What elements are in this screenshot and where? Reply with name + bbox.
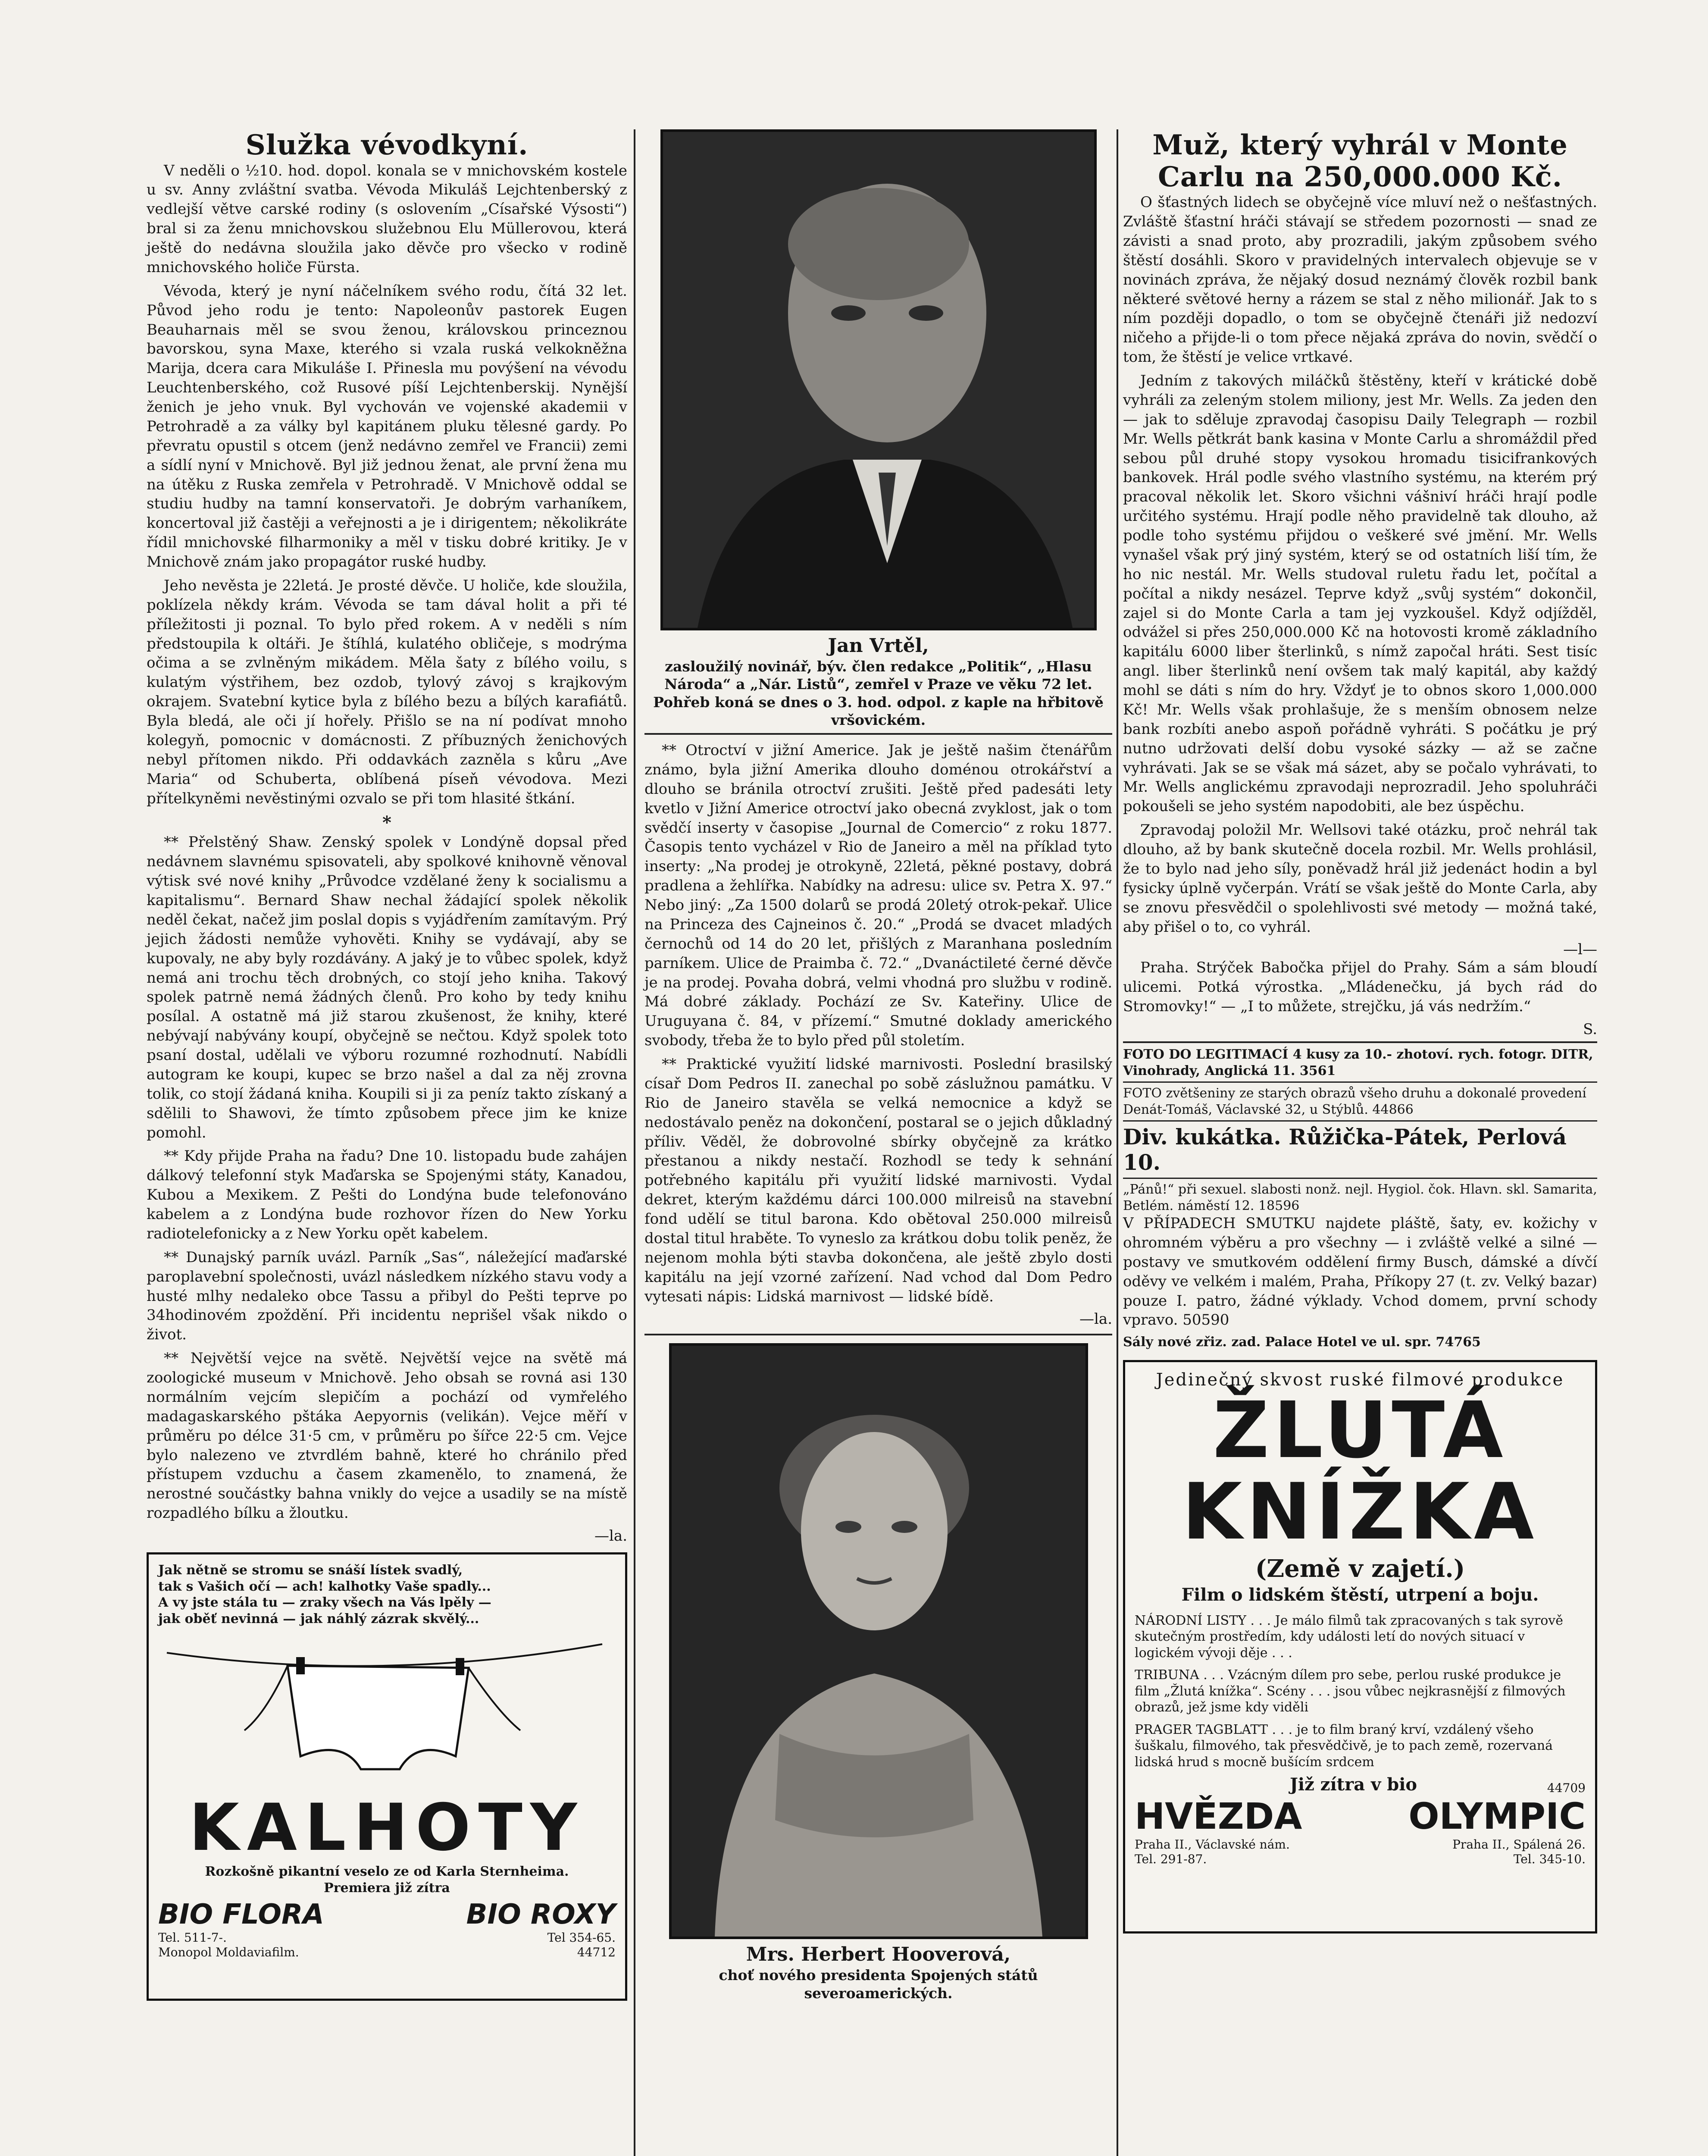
cinema-name: HVĚZDA xyxy=(1135,1795,1302,1838)
divider xyxy=(1123,1178,1597,1179)
cinema-name: BIO ROXY xyxy=(466,1899,616,1931)
film-title-line: ŽLUTÁ xyxy=(1213,1385,1508,1476)
ad-intro: Jedinečný skvost ruské filmové produkce xyxy=(1156,1369,1564,1390)
article-paragraph: V neděli o ½10. hod. dopol. konala se v mnichovském kostele u sv. Anny zvláštní svatba. Vévoda Mikuláš Lejchtenberský z vedlejší větve carské rodiny (s oslovením „Císařské Výsosti“) bral si za ženu mnichovskou služebnou Elu Müllerovou, která ještě do nedávna sloužila jako děvče pro všecko v rodině mnichovského holiče Fürsta. xyxy=(147,162,627,276)
article-paragraph: O šťastných lidech se obyčejně více mluví než o nešťastných. Zvláště šťastní hráči stávají se středem pozornosti — snad ze závisti a snad proto, aby prozradili, jakým způsobem svého štěstí dosáhli. Skoro v pravidelných intervalech objevuje se v novinách zpráva, že nějaký dosud neznámý člověk rozbil bank některé světové herny a rázem se stal z něho milionář. Jak to s ním později dopadlo, o tom se obyčejně čtenáři již nedozví ničeho a přijde-li o tom přece nějaká zpráva do novin, svědčí o tom, že štěstí je velice vrtkavé. xyxy=(1123,194,1597,366)
article-paragraph: Jeho nevěsta je 22letá. Je prosté děvče. U holiče, kde sloužila, poklízela někdy krám. Vévoda se tam dával holit a při té příležitosti ji poznal. To bylo před rokem. A v neděli s ním předstoupila k oltáři. Je štíhlá, kulatého obličeje, s modrýma očima a se zvlněným mikádem. Měla šaty z bílého voilu, s kulatým výstřihem, bez ozdob, tylový závoj s krajkovým okrajem. Svatební kytice byla z bílého bezu a bílých karafiátů. Byla bledá, ale oči jí hořely. Přišlo se na ní podívat mnoho kolegyň, pomocnic v domácnosti. Z příbuzných ženichových nebyl přítomen nikdo. Při oddavkách zazněla s kůru „Ave Maria“ od Schuberta, oblíbená píseň vévodova. Mezi přítelkyněmi nevěstinými ozvalo se při tom hlasité štkání. xyxy=(147,577,627,807)
author-signature: —la. xyxy=(594,1527,627,1545)
ad-premiere: Premiera již zítra xyxy=(324,1880,450,1896)
cinema-name: OLYMPIC xyxy=(1408,1795,1586,1838)
press-quote: NÁRODNÍ LISTY . . . Je málo filmů tak zpracovaných s tak syrově skutečným prostředím, kdy události letí do nových situací v logickém vývoji děje . . . xyxy=(1135,1613,1563,1661)
author-signature: S. xyxy=(1583,1021,1597,1038)
cinema-phone: Tel. 345-10. xyxy=(1513,1852,1586,1866)
short-news: ** Otroctví v jižní Americe. Jak je ještě našim čtenářům známo, byla jižní Amerika dlouho doménou otrokářství a dlouho se bránila otroctví zrušiti. Ještě před padesáti lety kvetlo v Jižní Americe otroctví jako obecná zvyklost, jak o tom svědčí inserty v časopise „Journal de Comercio“ z roku 1877. Časopis tento vycházel v Rio de Janeiro a měl na příklad tyto inserty: „Na prodej je otrokyně, 22letá, pěkné postavy, dobrá pradlena a žehlířka. Nabídky na adresu: ulice sv. Petra X. 97.“ Nebo jiný: „Za 1500 dolarů se prodá 20letý otrok-pekař. Ulice na Princeza des Cajneinos č. 20.“ „Prodá se dvacet mladých černochů od 14 do 20 let, přišlých z Maranhana posledním parníkem. Ulice de Praimba č. 72.“ „Dvanáctileté černé děvče je na prodej. Povaha dobrá, velmi vhodná pro službu v rodině. Má dobré základy. Pochází ze Sv. Kateřiny. Ulice de Uruguyana č. 84, v přízemí.“ Smutné doklady amerického svobody, třeba že to bylo před půl stoletím. xyxy=(644,742,1112,1050)
man-portrait-image xyxy=(663,132,1094,628)
ad-verse: tak s Vašich očí — ach! kalhotky Vaše spadly... xyxy=(158,1579,491,1594)
caption-name: Mrs. Herbert Hooverová, xyxy=(746,1943,1011,1966)
zluta-knizka-advert xyxy=(1123,1360,1597,1934)
cinema-phone: Tel 354-65. xyxy=(547,1930,616,1945)
caption-text: choť nového presidenta Spojených států severoamerických. xyxy=(719,1967,1038,2002)
ad-number: 44712 xyxy=(577,1945,616,1959)
divider xyxy=(1123,1120,1597,1122)
left-column xyxy=(147,129,627,2001)
portrait-photo-hoover xyxy=(669,1343,1088,1939)
column-rule xyxy=(1117,129,1118,2156)
ad-title: KALHOTY xyxy=(189,1790,585,1866)
article-paragraph: Jedním z takových miláčků štěstěny, kteří v krátické době vyhráli za zeleným stolem miliony, jest Mr. Wells. Za jeden den — jak to sděluje zpravodaj časopisu Daily Telegraph — rozbil Mr. Wells pětkrát bank kasina v Monte Carlu a shromáždil před sebou půl druhé stopy vysokou hromadu tisicifrankových bankovek. Hrál podle svého vlastního systému, na kterém prý pracoval několik let. Skoro všichni vášniví hráči hrají podle určitého systému. Hrají podle něho pravidelně tak dlouho, až podle toho systému přijdou o veškeré své jmění. Mr. Wells vynašel však prý jiný systém, který se od ostatních liší tím, že ho nic nestál. Mr. Wells studoval ruletu řadu let, počítal a počítal a nikdy nesázel. Teprve když „svůj systém“ dokončil, zajel si do Monte Carla a tam jej vyzkoušel. Když odjížděl, odvážel si přes 250,000.000 Kč na hotovosti kromě základního kapitálu 6000 liber šterlinků, s nímž započal hráti. Sest tisíc angl. liber šterlinků není ovšem tak malý kapitál, aby každý mohl se dáti s ním do hry. Vždyť je to obnos skoro 1,000.000 Kč! Mr. Wells však prohlašuje, že s menším obnosem nelze bank rozbíti anebo aspoň pořádně vyhráti. S počátku je prý nutno udržovati delší dobu vysoké sázky — až se začne vyhrávati. Jak se se však má sázet, aby se počalo vyhrávati, to Mr. Wells anglickému zpravodaji neprozradil. Jeho spoluhráči pokoušeli se jeho systém napodobiti, ale bez úspěchu. xyxy=(1123,372,1597,815)
short-news: ** Dunajský parník uvázl. Parník „Sas“, náležející maďarské paroplavební společnosti, uvázl následkem nízkého stavu vody a husté mlhy nedaleko obce Tassu a přibyl do Pešti teprve po 34hodinovém zpoždění. Při incidentu neprišel však nikdo o život. xyxy=(147,1248,627,1344)
caption-text: Pohřeb koná se dnes o 3. hod. odpol. z kaple na hřbitově vršovickém. xyxy=(653,693,1104,728)
portrait-photo-vrtel xyxy=(660,129,1097,630)
author-signature: —l— xyxy=(1563,941,1597,959)
short-news: ** Přelstěný Shaw. Zenský spolek v Londýně dopsal před nedávnem slavnému spisovateli, aby spolkové knihovně věnoval výtisk své nové knihy „Průvodce vzdělané ženy k socialismu a kapitalismu“. Bernard Shaw nechal žádající spolek několik neděl čekat, načež jim poslal dopis s vyjádřením zamítavým. Prý jejich žádosti nemůže vyhověti. Knihy se vydávají, aby se kupovaly, ne aby byly rozdávány. A jaký je to vůbec spolek, když nemá ani trochu těch drobných, co stojí jeho kniha. Takový spolek patrně nemá žádných členů. Pro koho by tedy knihu posílal. A ostatně má již starou zkušenost, že knihy, které nebývají nabývány koupí, obyčejně se nečtou. Když spolek toto psaní dostal, udělali ve výboru rozumné rozhodnutí. Nabídli autogram ke koupi, kupec se brzo našel a dal za něj zrovna tolik, co stojí žádaná kniha. Koupili si ji za peníz takto získaný a sdělili to Shawovi, že tímto způsobem přece jim ke knize pomohl. xyxy=(147,834,627,1141)
classified-ad: Sály nové zřiz. zad. Palace Hotel ve ul. spr. 74765 xyxy=(1123,1335,1481,1350)
photo-caption xyxy=(644,1943,1112,2002)
short-news: ** Největší vejce na světě. Největší vejce na světě má zoologické museum v Mnichově. Jeho obsah se rovná asi 130 normálním vejcím slepičím a pochází od vymřelého madagaskarského pštáka Aepyornis (velikán). Vejce měří v průměru po délce 31·5 cm, v průměru po šířce 22·5 cm. Vejce bylo nalezeno ve ztvrdlém bahně, které ho chránilo před přístupem vzduchu a časem zkamenělo, to znamená, že nerostné součástky bahna vnikly do vejce a usadily se na místě rozpadlého bílku a žloutku. xyxy=(147,1350,627,1522)
ad-number: 44709 xyxy=(1547,1780,1586,1795)
article-paragraph: Zpravodaj položil Mr. Wellsovi také otázku, proč nehrál tak dlouho, až by bank skutečně docela rozbil. Mr. Wells prohlásil, že to bylo nad jeho síly, poněvadž hrál již jedenáct hodin a byl fysicky úplně vyčerpán. Vrátí se však ještě do Monte Carla, aby se znovu přesvědčil o spolehlivosti své metody — možná také, aby přišel o to, co vyhrál. xyxy=(1123,821,1597,936)
middle-column xyxy=(644,129,1112,2006)
article-title: Služka vévodkyní. xyxy=(245,129,529,161)
humor-item: Praha. Strýček Babočka přijel do Prahy. Sám a sám bloudí ulicemi. Potká výrostka. „Mládenečku, já bych rád do Stromovky!“ — „I to můžete, strejčku, já vás nedržím.“ xyxy=(1123,959,1597,1015)
ad-verse: jak oběť nevinná — jak náhlý zázrak skvělý... xyxy=(158,1611,479,1626)
classified-ad: „Pánů!“ při sexuel. slabosti nonž. nejl. Hygiol. čok. Hlavn. skl. Samarita, Betlém. náměstí 12. 18596 xyxy=(1123,1182,1597,1213)
classified-ad: FOTO zvětšeniny ze starých obrazů všeho druhu a dokonalé provedení Denát-Tomáš, Václavské 32, u Stýblů. 44866 xyxy=(1123,1086,1586,1117)
classified-ad: Div. kukátka. Růžička-Pátek, Perlová 10. xyxy=(1123,1124,1567,1175)
hanging-underwear-illustration xyxy=(158,1627,611,1791)
short-news: ** Kdy přijde Praha na řadu? Dne 10. listopadu bude zahájen dálkový telefonní styk Maďarska se Spojenými státy, Kanadou, Kubou a Mexikem. Z Pešti do Londýna bude telefonováno kabelem a z Londýna bude rozhovor řízen do New Yorku radiotelefonicky a z New Yorku opět kabelem. xyxy=(147,1147,627,1242)
kalhoty-advert xyxy=(147,1552,627,2001)
right-column xyxy=(1123,129,1597,1934)
cinema-address: Praha II., Václavské nám. xyxy=(1135,1837,1290,1852)
caption-text: zasloužilý novinář, býv. člen redakce „Politik“, „Hlasu Národa“ a „Nár. Listů“, zemřel v Praze ve věku 72 let. xyxy=(664,658,1092,693)
photo-caption xyxy=(644,634,1112,729)
film-subtitle: (Země v zajetí.) xyxy=(1255,1554,1465,1583)
caption-name: Jan Vrtěl, xyxy=(828,635,929,657)
divider xyxy=(1123,1041,1597,1043)
ad-distributor: Monopol Moldaviafilm. xyxy=(158,1945,299,1959)
press-quote: TRIBUNA . . . Vzácným dílem pro sebe, perlou ruské produkce je film „Žlutá knížka“. Scény . . . jsou vůbec nejkrasnější z filmových obrazů, jež jsme kdy viděli xyxy=(1135,1667,1566,1715)
classified-ad: FOTO DO LEGITIMACÍ 4 kusy za 10.- zhotoví. rych. fotogr. DITR, Vinohrady, Anglická 11. 3561 xyxy=(1123,1047,1593,1078)
author-signature: —la. xyxy=(1079,1310,1112,1328)
cinema-address: Praha II., Spálená 26. xyxy=(1452,1837,1586,1852)
divider xyxy=(644,733,1112,735)
ad-verse: Jak nětně se stromu se snáší lístek svadlý, xyxy=(158,1563,463,1578)
ad-subtitle: Rozkošně pikantní veselo ze od Karla Sternheima. xyxy=(205,1864,569,1880)
divider xyxy=(644,1334,1112,1335)
press-quote: PRAGER TAGBLATT . . . je to film braný krví, vzdálený všeho šuškalu, filmového, tak přesvědčivě, je to pach země, rozervaná lidská hrud s mocně bušícím srdcem xyxy=(1135,1722,1553,1770)
separator-star: * xyxy=(382,812,391,833)
cinema-name: BIO FLORA xyxy=(158,1899,324,1931)
short-news: ** Praktické využití lidské marnivosti. Poslední brasilský císař Dom Pedros II. zanechal po sobě záslužnou památku. V Rio de Janeiro stavěla se velká nemocnice a když se nedostávalo peněz na dokončení, postaral se o jejich důkladný příliv. Věděl, že dobrovolné sbírky obyčejně za krátko přestanou a nikdy nestačí. Rozhodl se tedy k sehnání potřebného kapitálu při využití lidské marnivosti. Vydal dekret, kterým každému dárci 100.000 milreisů na stavební fond udělí se titul barona. Kdo obětoval 250.000 milreisů dostal titul hraběte. To vyneslo za krátkou dobu tolik peněz, že nejenom mohla býti stavba dokončena, ale ještě zbylo dosti kapitálu na její vzorné zařízení. Nad vchod dal Dom Pedro vytesati nápis: Lidská marnivost — lidské bídě. xyxy=(644,1056,1112,1305)
classified-ad: V PŘÍPADECH SMUTKU najdete pláště, šaty, ev. kožichy v ohromném výběru a pro všechny — i zvláště velké a silné — postavy ve smutkovém oddělení firmy Busch, dámské a dívčí oděvy ve velkém i malém, Praha, Příkopy 27 (t. zv. Velký bazar) pouze I. patro, žádné výklady. Vchod domem, první schody vpravo. 50590 xyxy=(1123,1215,1597,1329)
article-title: Muž, který vyhrál v Monte Carlu na 250,000.000 Kč. xyxy=(1152,129,1568,193)
film-title-line: KNÍŽKA xyxy=(1182,1467,1539,1557)
ad-verse: A vy jste stála tu — zraky všech na Vás lpěly — xyxy=(158,1595,491,1611)
ad-tomorrow: Již zítra v bio xyxy=(1290,1774,1417,1795)
column-rule xyxy=(634,129,635,2156)
cinema-phone: Tel. 511-7-. xyxy=(158,1930,227,1945)
article-paragraph: Vévoda, který je nyní náčelníkem svého rodu, čítá 32 let. Původ jeho rodu je tento: Napoleonův pastorek Eugen Beauharnais měl se svou ženou, královskou princeznou bavorskou, syna Maxe, kterého si vzala ruská velkokněžna Marija, dcera cara Mikuláše I. Přinesla mu povýšení na vévodu Leuchtenberského, což Rusové píší Lejchtenberskij. Nynější ženich je jeho vnuk. Byl vychován ve vojenské akademii v Petrohradě a za války byl kapitánem pluku tělesné gardy. Po převratu opustil s otcem (jenž nedávno zemřel ve Francii) zemi a sídlí nyní v Mnichově. Byl již jednou ženat, ale první žena mu na útěku z Ruska zemřela v Petrohradě. V Mnichově oddal se studiu hudby na tamní konservatoři. Je dobrým varhaníkem, koncertoval již častěji a veřejnosti a je i dirigentem; několikráte řídil mnichovské filharmoniky a měl v tisku dobré kritiky. Je v Mnichově znám jako propagátor ruské hudby. xyxy=(147,282,627,571)
film-tagline: Film o lidském štěstí, utrpení a boju. xyxy=(1181,1584,1539,1605)
cinema-phone: Tel. 291-87. xyxy=(1135,1852,1207,1866)
woman-portrait-image xyxy=(672,1346,1085,1937)
divider xyxy=(1123,1081,1597,1083)
